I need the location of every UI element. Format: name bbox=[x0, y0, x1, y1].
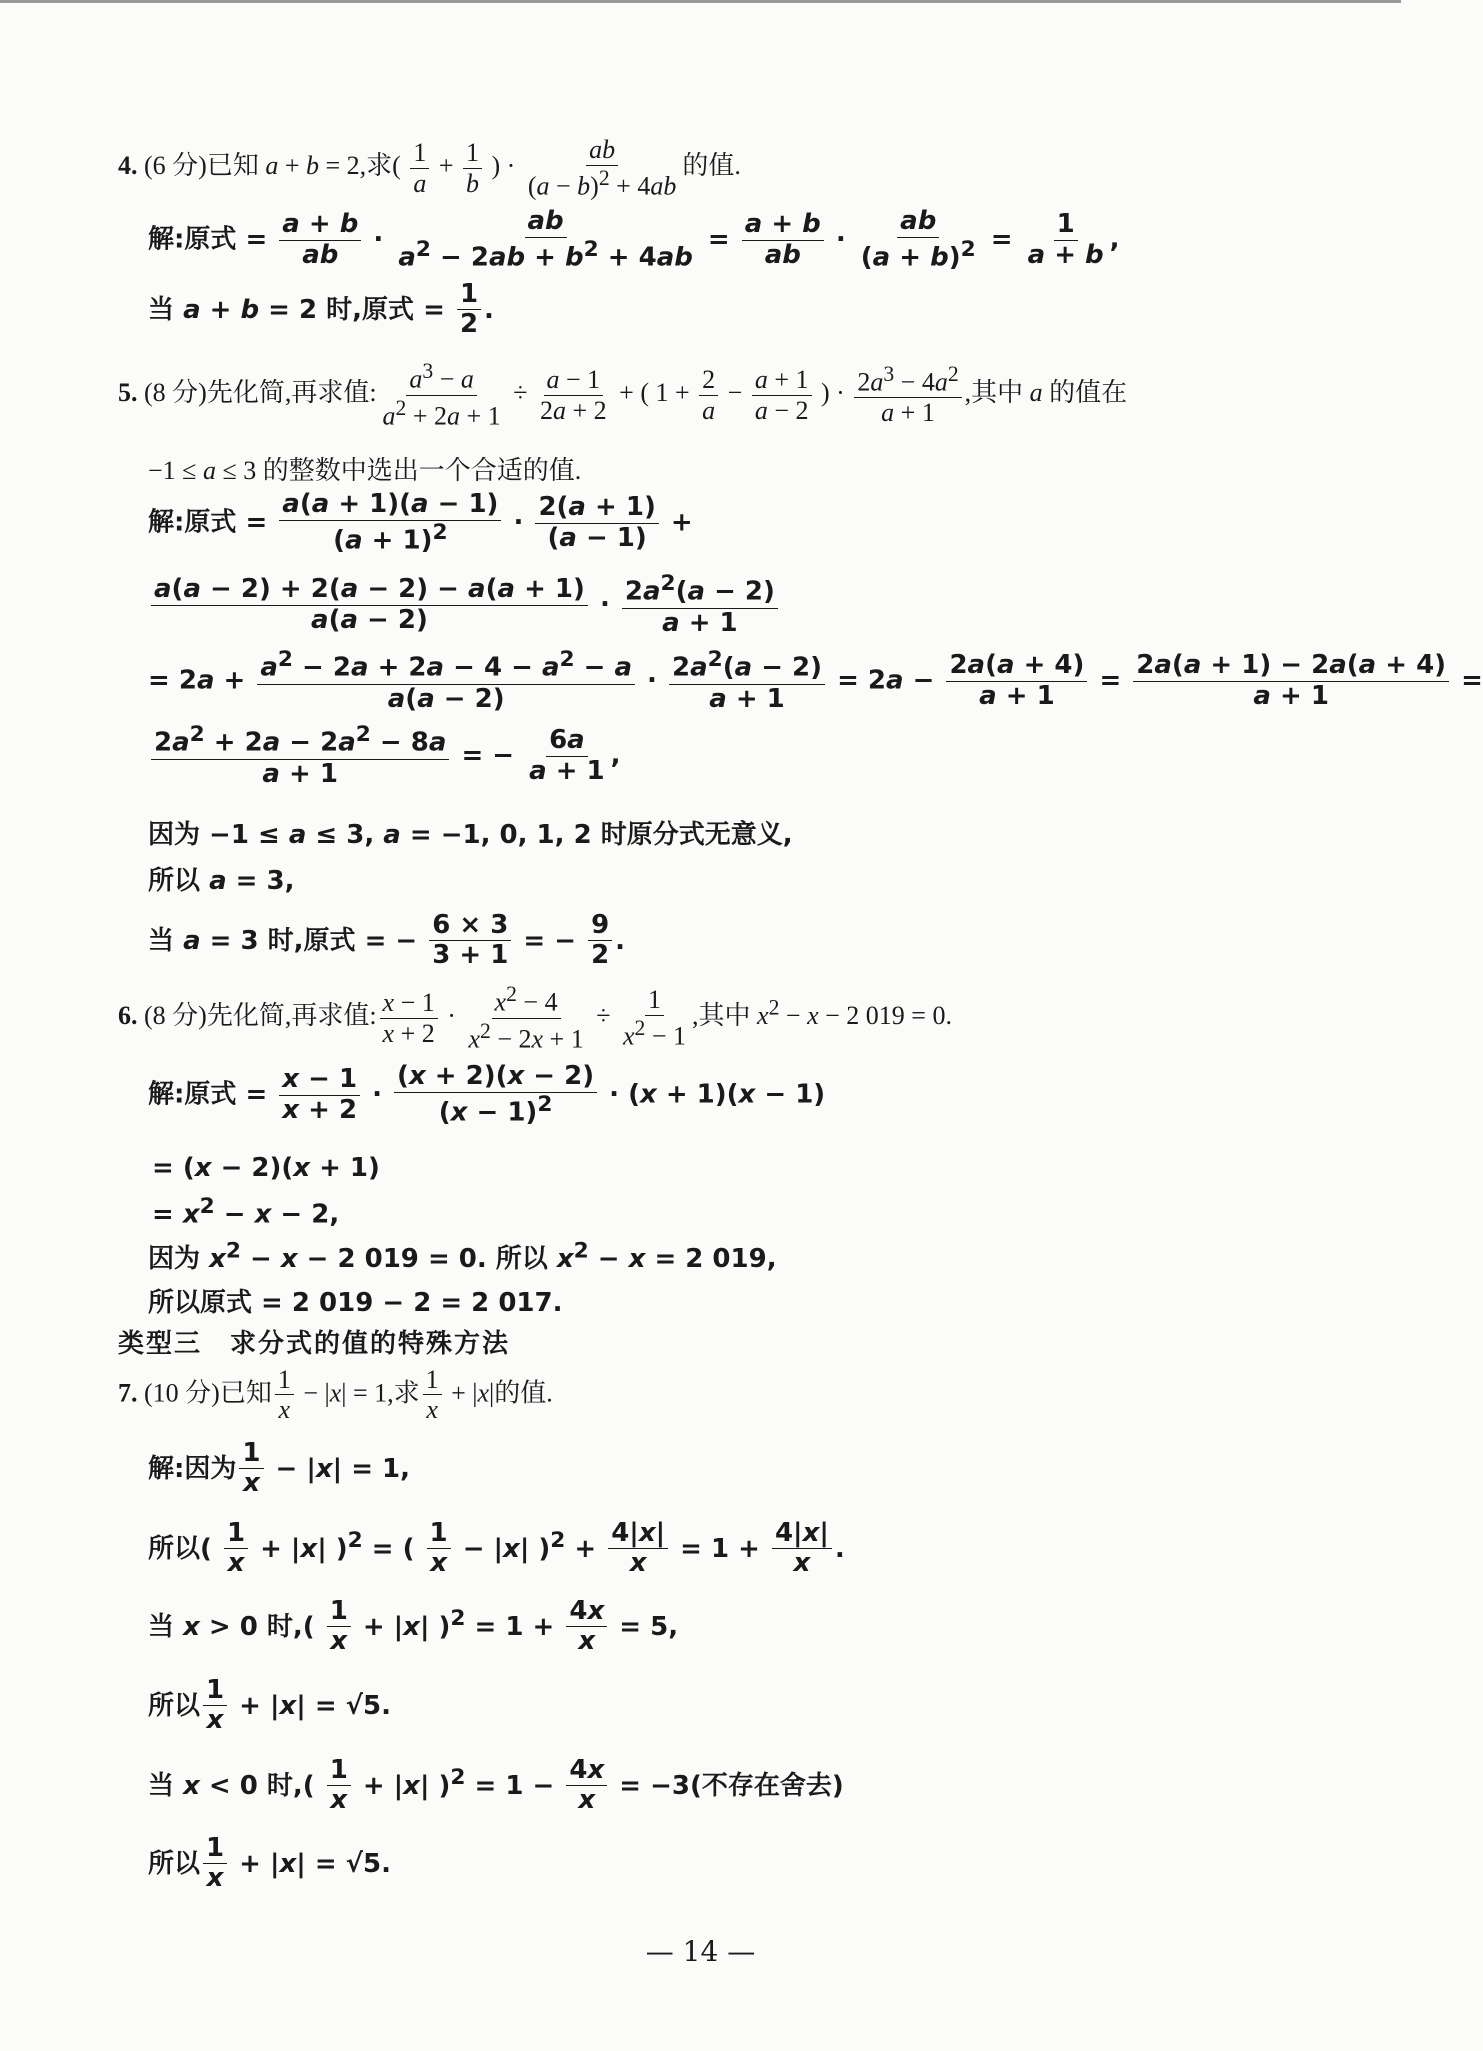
fraction: $\frac{a^3 - a}{a^2 + 2a + 1}$ bbox=[382, 359, 501, 431]
fraction: $\frac{1}{x}$ bbox=[327, 1756, 351, 1817]
q6-sol-5: 所以原式 = 2 019 − 2 = 2 017. bbox=[148, 1287, 563, 1318]
fraction: $\frac{1}{x}$ bbox=[239, 1439, 263, 1500]
fraction: $\frac{4|x|}{x}$ bbox=[608, 1519, 668, 1580]
fraction: $\frac{1}{b}$ bbox=[463, 138, 482, 199]
fraction: $\frac{6 \times 3}{3 + 1}$ bbox=[429, 911, 511, 972]
fraction: $\frac{6a}{a + 1}$ bbox=[529, 724, 605, 786]
q7-sol-1: 解:因为 $\frac{1}{x}$ − |x| = 1, bbox=[148, 1437, 411, 1499]
q5-sol-2: $\frac{a(a - 2) + 2(a - 2) - a(a + 1)}{a(a - 2)}$ · $\frac{2a^2(a - 2)}{a + 1}$ bbox=[148, 572, 781, 638]
q4-stem: 4. (6 分)已知 a + b = 2,求( $\frac{1}{a}$ + $\frac{1}{b}$ ) · $\frac{ab}{(a - b)^2 + 4ab}$ 的值. bbox=[118, 135, 741, 201]
q7-sol-3: 当 x > 0 时,( $\frac{1}{x}$ + |x| )$^2$ = 1 + $\frac{4x}{x}$ = 5, bbox=[148, 1595, 679, 1657]
fraction: $\frac{x^2 - 4}{x^2 - 2x + 1}$ bbox=[468, 982, 584, 1054]
fraction: $\frac{1}{x^2 - 1}$ bbox=[622, 984, 687, 1051]
q6-sol-2: = (x − 2)(x + 1) bbox=[152, 1153, 380, 1183]
q5-stem: 5. (8 分)先化简,再求值: $\frac{a^3 - a}{a^2 + 2a + 1}$ ÷ $\frac{a - 1}{2a + 2}$ + ( 1 + $\frac{2}{a}$ − $\frac{a + 1}{a - 2}$ ) · $\frac{2a^3 - 4a^2}{a + 1}$ ,其中 a 的值在 bbox=[118, 359, 1128, 431]
fraction: $\frac{2a^3 - 4a^2}{a + 1}$ bbox=[854, 362, 961, 428]
q4-sol-1: 解:原式 = $\frac{a + b}{ab}$ · $\frac{ab}{a^2 - 2ab + b^2 + 4ab}$ = $\frac{a + b}{ab}$ · $\frac{ab}{(a + b)^2}$ = $\frac{1}{a + b}$ , bbox=[148, 206, 1120, 273]
fraction: $\frac{2a^2(a - 2)}{a + 1}$ bbox=[622, 572, 778, 638]
fraction: $\frac{4|x|}{x}$ bbox=[772, 1519, 832, 1580]
q7-sol-2: 所以( $\frac{1}{x}$ + |x| )$^2$ = ( $\frac{1}{x}$ − |x| )$^2$ + $\frac{4|x|}{x}$ = 1 + $\frac{4|x|}{x}$ . bbox=[148, 1517, 845, 1579]
fraction: $\frac{ab}{a^2 - 2ab + b^2 + 4ab}$ bbox=[398, 206, 693, 273]
q4-sol-2: 当 a + b = 2 时,原式 = $\frac{1}{2}$ . bbox=[148, 278, 494, 340]
q5-sol-3: = 2a + $\frac{a^2 - 2a + 2a - 4 - a^2 - a}{a(a - 2)}$ · $\frac{2a^2(a - 2)}{a + 1}$ = 2a − $\frac{2a(a + 4)}{a + 1}$ = $\frac{2a(a + 1) - 2a(a + 4)}{a + 1}$ = bbox=[148, 647, 1483, 714]
fraction: $\frac{1}{x}$ bbox=[427, 1519, 451, 1580]
fraction: $\frac{1}{x}$ bbox=[203, 1676, 227, 1737]
sec3: 类型三 求分式的值的特殊方法 bbox=[118, 1328, 511, 1359]
fraction: $\frac{a^2 - 2a + 2a - 4 - a^2 - a}{a(a - 2)}$ bbox=[257, 648, 635, 714]
q5-sol-4: $\frac{2a^2 + 2a - 2a^2 - 8a}{a + 1}$ = − $\frac{6a}{a + 1}$ , bbox=[148, 723, 621, 789]
q5-sol-5: 因为 −1 ≤ a ≤ 3, a = −1, 0, 1, 2 时原分式无意义, bbox=[148, 819, 793, 850]
fraction: $\frac{1}{2}$ bbox=[457, 280, 481, 341]
fraction: $\frac{9}{2}$ bbox=[588, 911, 612, 972]
fraction: $\frac{2a^2(a - 2)}{a + 1}$ bbox=[669, 648, 825, 714]
q6-sol-4: 因为 $x^2 - x - 2$ 019 = 0. 所以 $x^2 - x = 2$ 019, bbox=[148, 1237, 777, 1274]
fraction: $\frac{a + b}{ab}$ bbox=[279, 210, 361, 271]
fraction: $\frac{1}{x}$ bbox=[203, 1834, 227, 1895]
fraction: $\frac{1}{a}$ bbox=[410, 138, 429, 199]
fraction: $\frac{x - 1}{x + 2}$ bbox=[380, 988, 438, 1049]
q5-sol-7: 当 a = 3 时,原式 = − $\frac{6 \times 3}{3 + 1}$ = − $\frac{9}{2}$ . bbox=[148, 909, 626, 971]
q5-stem-2: −1 ≤ a ≤ 3 的整数中选出一个合适的值. bbox=[148, 455, 582, 485]
page-number: — 14 — bbox=[645, 1935, 756, 1968]
fraction: $\frac{a(a - 2) + 2(a - 2) - a(a + 1)}{a(a - 2)}$ bbox=[151, 575, 588, 636]
q6-sol-1: 解:原式 = $\frac{x - 1}{x + 2}$ · $\frac{(x + 2)(x - 2)}{(x - 1)^2}$ · (x + 1)(x − 1) bbox=[148, 1061, 826, 1128]
fraction: $\frac{a + 1}{a - 2}$ bbox=[752, 365, 812, 426]
q6-stem: 6. (8 分)先化简,再求值: $\frac{x - 1}{x + 2}$ · $\frac{x^2 - 4}{x^2 - 2x + 1}$ ÷ $\frac{1}{x^2 - 1}$ ,其中 $x^2 - x - 2$ 019 = 0. bbox=[118, 982, 952, 1054]
fraction: $\frac{2a^2 + 2a - 2a^2 - 8a}{a + 1}$ bbox=[151, 723, 449, 789]
fraction: $\frac{1}{x}$ bbox=[327, 1597, 351, 1658]
fraction: $\frac{ab}{(a + b)^2}$ bbox=[860, 206, 976, 273]
fraction: $\frac{2(a + 1)}{(a - 1)}$ bbox=[535, 493, 658, 554]
fraction: $\frac{1}{x}$ bbox=[423, 1365, 442, 1426]
fraction: $\frac{a(a + 1)(a - 1)}{(a + 1)^2}$ bbox=[279, 490, 501, 556]
fraction: $\frac{a - 1}{2a + 2}$ bbox=[540, 364, 607, 425]
fraction: $\frac{2}{a}$ bbox=[699, 365, 718, 426]
fraction: $\frac{1}{a + b}$ bbox=[1027, 208, 1104, 270]
fraction: $\frac{ab}{(a - b)^2 + 4ab}$ bbox=[527, 135, 677, 201]
q7-sol-6: 所以 $\frac{1}{x}$ + |x| = √5. bbox=[148, 1832, 391, 1894]
fraction: $\frac{4x}{x}$ bbox=[566, 1756, 607, 1817]
fraction: $\frac{a + b}{ab}$ bbox=[742, 210, 824, 271]
fraction: $\frac{2a(a + 1) - 2a(a + 4)}{a + 1}$ bbox=[1133, 651, 1449, 712]
fraction: $\frac{(x + 2)(x - 2)}{(x - 1)^2}$ bbox=[394, 1062, 597, 1128]
fraction: $\frac{4x}{x}$ bbox=[566, 1597, 607, 1658]
fraction: $\frac{x - 1}{x + 2}$ bbox=[279, 1065, 360, 1126]
fraction: $\frac{2a(a + 4)}{a + 1}$ bbox=[946, 651, 1087, 712]
q6-sol-3: = $x^2 - x - 2$, bbox=[152, 1194, 340, 1230]
q5-sol-6: 所以 a = 3, bbox=[148, 865, 295, 896]
q5-sol-1: 解:原式 = $\frac{a(a + 1)(a - 1)}{(a + 1)^2}$ · $\frac{2(a + 1)}{(a - 1)}$ + bbox=[148, 489, 693, 556]
q7-sol-5: 当 x < 0 时,( $\frac{1}{x}$ + |x| )$^2$ = 1 − $\frac{4x}{x}$ = −3(不存在舍去) bbox=[148, 1754, 844, 1816]
q7-stem: 7. (10 分)已知 $\frac{1}{x}$ − |x| = 1,求 $\frac{1}{x}$ + |x|的值. bbox=[118, 1364, 553, 1425]
q7-sol-4: 所以 $\frac{1}{x}$ + |x| = √5. bbox=[148, 1674, 391, 1736]
fraction: $\frac{1}{x}$ bbox=[275, 1365, 294, 1426]
fraction: $\frac{1}{x}$ bbox=[224, 1519, 248, 1580]
top-rule bbox=[0, 0, 1401, 3]
